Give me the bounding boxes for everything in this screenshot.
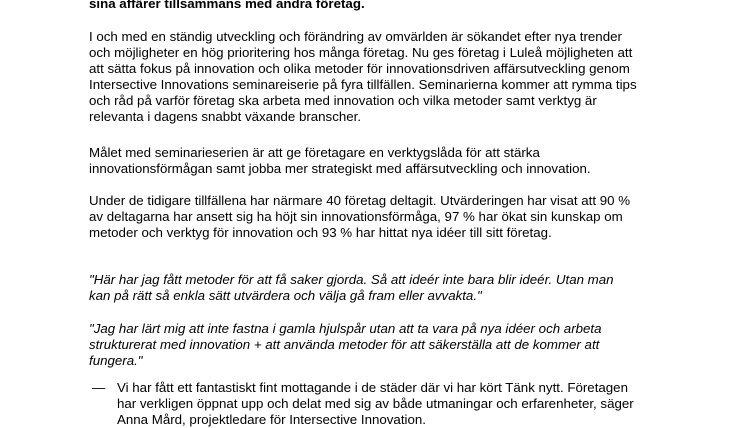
- quote-line: "Jag har lärt mig att inte fastna i gamla hjulspår utan att ta vara på nya idéer och arbeta: [89, 321, 602, 336]
- paragraph-line: och råd på varför företag ska arbeta med innovation och vilka metoder samt verktyg är: [89, 93, 597, 109]
- quote-line: "Här har jag fått metoder för att få saker gjorda. Så att ideér inte bara blir ideér. Utan man: [89, 272, 614, 287]
- paragraph-line: innovationsförmågan samt jobba mer strategiskt med affärsutveckling och innovation.: [89, 161, 591, 177]
- results-paragraph: [89, 193, 699, 241]
- dash-bullet-marker: —: [92, 380, 106, 395]
- participant-quote-1: [89, 272, 699, 304]
- quote-line: fungera.": [89, 353, 143, 369]
- bullet-line: Vi har fått ett fantastiskt fint mottagande i de städer där vi har kört Tänk nytt. Företagen: [117, 380, 628, 395]
- paragraph-line: att sätta fokus på innovation och olika metoder för innovationsdriven affärsutveckling genom: [89, 61, 630, 77]
- paragraph-line: Intersective Innovations seminareiserie på fyra tillfällen. Seminarierna kommer att rymma tips: [89, 77, 637, 93]
- paragraph-line: metoder och verktyg för innovation och 93 % har hittat nya idéer till sitt företag.: [89, 225, 552, 241]
- goal-paragraph: [89, 145, 699, 177]
- paragraph-line: relevanta i dagens snabbt växande branscher.: [89, 109, 362, 125]
- bullet-line: Anna Mård, projektledare för Intersective Innovation.: [117, 412, 426, 428]
- intro-paragraph: [89, 29, 699, 126]
- paragraph-line: och möjligheter en hög prioritering hos många företag. Nu ges företag i Luleå möjligheten att: [89, 45, 633, 61]
- participant-quote-2: [89, 321, 699, 369]
- paragraph-line: Under de tidigare tillfällena har närmare 40 företag deltagit. Utvärderingen har visat att 90 %: [89, 193, 631, 208]
- quote-line: strukturerat med innovation + att använda metoder för att säkerställa att de kommer att: [89, 337, 600, 353]
- heading-text: [89, 0, 699, 12]
- quote-line: kan på rätt så enkla sätt utvärdera och välja gå fram eller avvakta.": [89, 288, 482, 304]
- heading-line: sina affärer tillsammans med andra företag.: [89, 0, 365, 11]
- paragraph-line: av deltagarna har ansett sig ha höjt sin innovationsförmåga, 97 % har ökat sin kunskap om: [89, 209, 623, 225]
- paragraph-line: Målet med seminarieserien är att ge företagare en verktygslåda för att stärka: [89, 145, 540, 160]
- paragraph-line: I och med en ständig utveckling och förändring av omvärlden är sökandet efter nya trender: [89, 29, 622, 44]
- bullet-line: har verkligen öppnat upp och delat med sig av både utmaningar och erfarenheter, säger: [117, 396, 634, 412]
- bullet-quote: [117, 380, 727, 428]
